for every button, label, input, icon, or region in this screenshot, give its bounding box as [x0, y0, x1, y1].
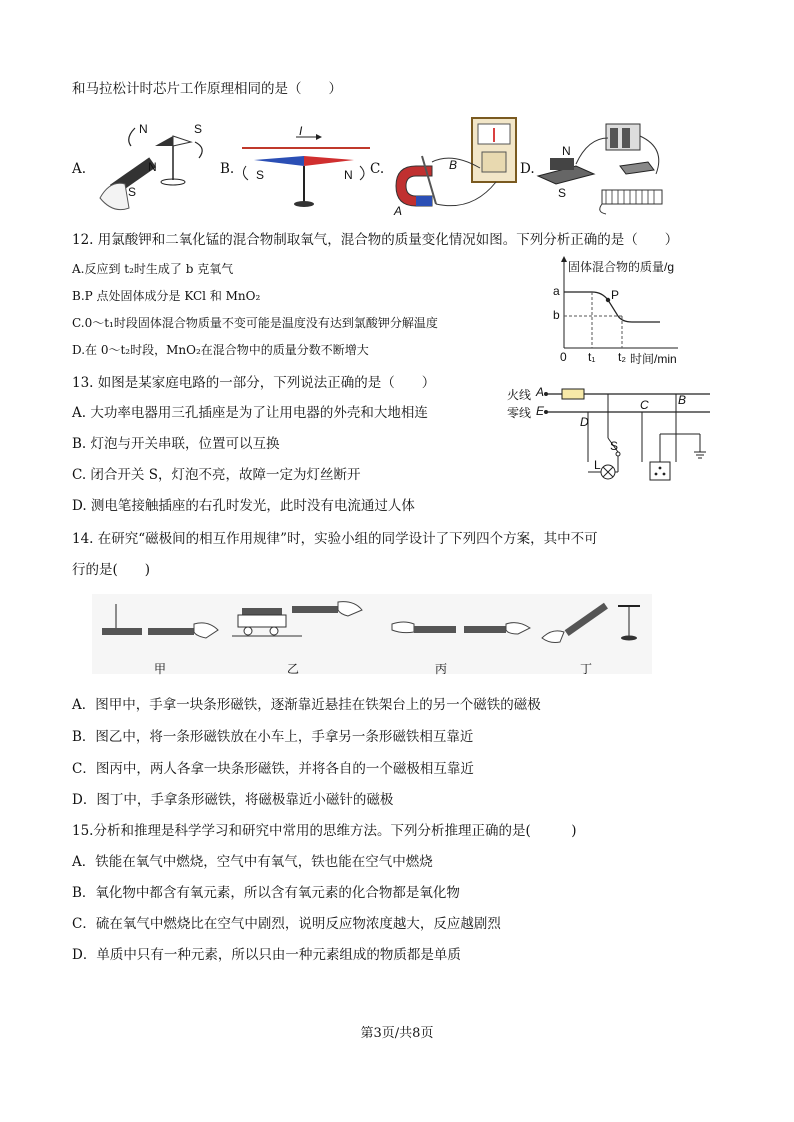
q11-a-s-top: S — [194, 122, 203, 136]
q12-option-b: B.P 点处固体成分是 KCl 和 MnO₂ — [72, 289, 261, 303]
q11-a-s-magnet: S — [128, 185, 137, 199]
q11-a-n-top: N — [139, 122, 148, 136]
q12-chart-p: P — [611, 288, 620, 302]
q14-stem-line1: 14. 在研究“磁极间的相互作用规律”时，实验小组的同学设计了下列四个方案，其中不可 — [72, 531, 598, 547]
q11-d-s: S — [558, 186, 567, 200]
q13-option-a: A. 大功率电器用三孔插座是为了让用电器的外壳和大地相连 — [72, 405, 428, 421]
q13-point-e: E — [536, 404, 545, 418]
q11-stem-tail: 和马拉松计时芯片工作原理相同的是（ ） — [72, 81, 342, 97]
q12-chart-t1: t₁ — [588, 350, 596, 364]
q13-point-c: C — [640, 398, 649, 412]
q11-a-n-magnet: N — [148, 160, 157, 174]
q12-option-d: D.在 0～t₂时段，MnO₂在混合物中的质量分数不断增大 — [72, 343, 369, 357]
q11-b-n: N — [344, 168, 353, 182]
q12-chart-b: b — [553, 308, 560, 322]
q11-c-label-b: B — [449, 158, 458, 172]
q11-option-d-label: D. — [520, 161, 535, 177]
q14-fig-label-ding: 丁 — [580, 662, 593, 676]
q14-experiment-figures — [92, 594, 652, 674]
q14-option-b: B．图乙中，将一条形磁铁放在小车上，手拿另一条形磁铁相互靠近 — [72, 729, 474, 745]
q14-fig-label-yi: 乙 — [287, 662, 300, 676]
q14-stem-line2: 行的是( ) — [72, 562, 151, 578]
q11-c-label-a: A — [394, 204, 403, 218]
q13-lamp-l: L — [594, 458, 601, 472]
q13-option-b: B. 灯泡与开关串联，位置可以互换 — [72, 436, 280, 452]
q14-option-d: D．图丁中，手拿条形磁铁，将磁极靠近小磁针的磁极 — [72, 792, 394, 808]
q12-chart-a: a — [553, 284, 560, 298]
page-footer: 第3页/共8页 — [360, 1026, 434, 1041]
q13-point-b: B — [678, 393, 687, 407]
q11-option-c-label: C. — [370, 161, 385, 177]
q11-b-current-i: I — [299, 124, 303, 138]
q11-d-n: N — [562, 144, 571, 158]
q11-b-s: S — [256, 168, 265, 182]
q11-option-b-label: B. — [220, 161, 235, 177]
q13-option-d: D. 测电笔接触插座的右孔时发光，此时没有电流通过人体 — [72, 498, 415, 514]
q15-option-c: C．硫在氧气中燃烧比在空气中剧烈，说明反应物浓度越大，反应越剧烈 — [72, 916, 501, 932]
q12-chart-ylabel: 固体混合物的质量/g — [568, 260, 675, 274]
q14-option-c: C．图丙中，两人各拿一块条形磁铁，并将各自的一个磁极相互靠近 — [72, 761, 474, 777]
q11-option-a-label: A. — [72, 161, 87, 177]
q12-chart-origin: 0 — [560, 350, 567, 364]
q15-option-b: B．氧化物中都含有氧元素，所以含有氧元素的化合物都是氧化物 — [72, 885, 460, 901]
q12-chart-xlabel: 时间/min — [630, 352, 677, 366]
q15-stem: 15.分析和推理是科学学习和研究中常用的思维方法。下列分析推理正确的是( ) — [72, 823, 577, 839]
q14-fig-label-jia: 甲 — [154, 662, 167, 676]
q13-point-d: D — [580, 415, 589, 429]
q13-live-wire-label: 火线 — [507, 388, 532, 402]
q14-fig-label-bing: 丙 — [435, 662, 448, 676]
q12-option-c: C.0～t₁时段固体混合物质量不变可能是温度没有达到氯酸钾分解温度 — [72, 316, 438, 330]
q13-stem: 13. 如图是某家庭电路的一部分，下列说法正确的是（ ） — [72, 375, 436, 391]
q14-option-a: A．图甲中，手拿一块条形磁铁，逐渐靠近悬挂在铁架台上的另一个磁铁的磁极 — [72, 697, 541, 713]
q13-neutral-wire-label: 零线 — [507, 406, 532, 420]
q12-option-a: A.反应到 t₂时生成了 b 克氧气 — [72, 262, 234, 276]
q12-stem: 12. 用氯酸钾和二氧化锰的混合物制取氧气，混合物的质量变化情况如图。下列分析正确的是（ ） — [72, 232, 679, 248]
q12-chart-t2: t₂ — [618, 350, 626, 364]
q13-option-c: C. 闭合开关 S，灯泡不亮，故障一定为灯丝断开 — [72, 467, 361, 483]
q15-option-a: A．铁能在氧气中燃烧，空气中有氧气，铁也能在空气中燃烧 — [72, 854, 433, 870]
q11-figure-d-electromagnet — [536, 118, 676, 218]
q13-switch-s: S — [610, 439, 619, 453]
q13-point-a: A — [536, 385, 545, 399]
q15-option-d: D．单质中只有一种元素，所以只由一种元素组成的物质都是单质 — [72, 947, 461, 963]
